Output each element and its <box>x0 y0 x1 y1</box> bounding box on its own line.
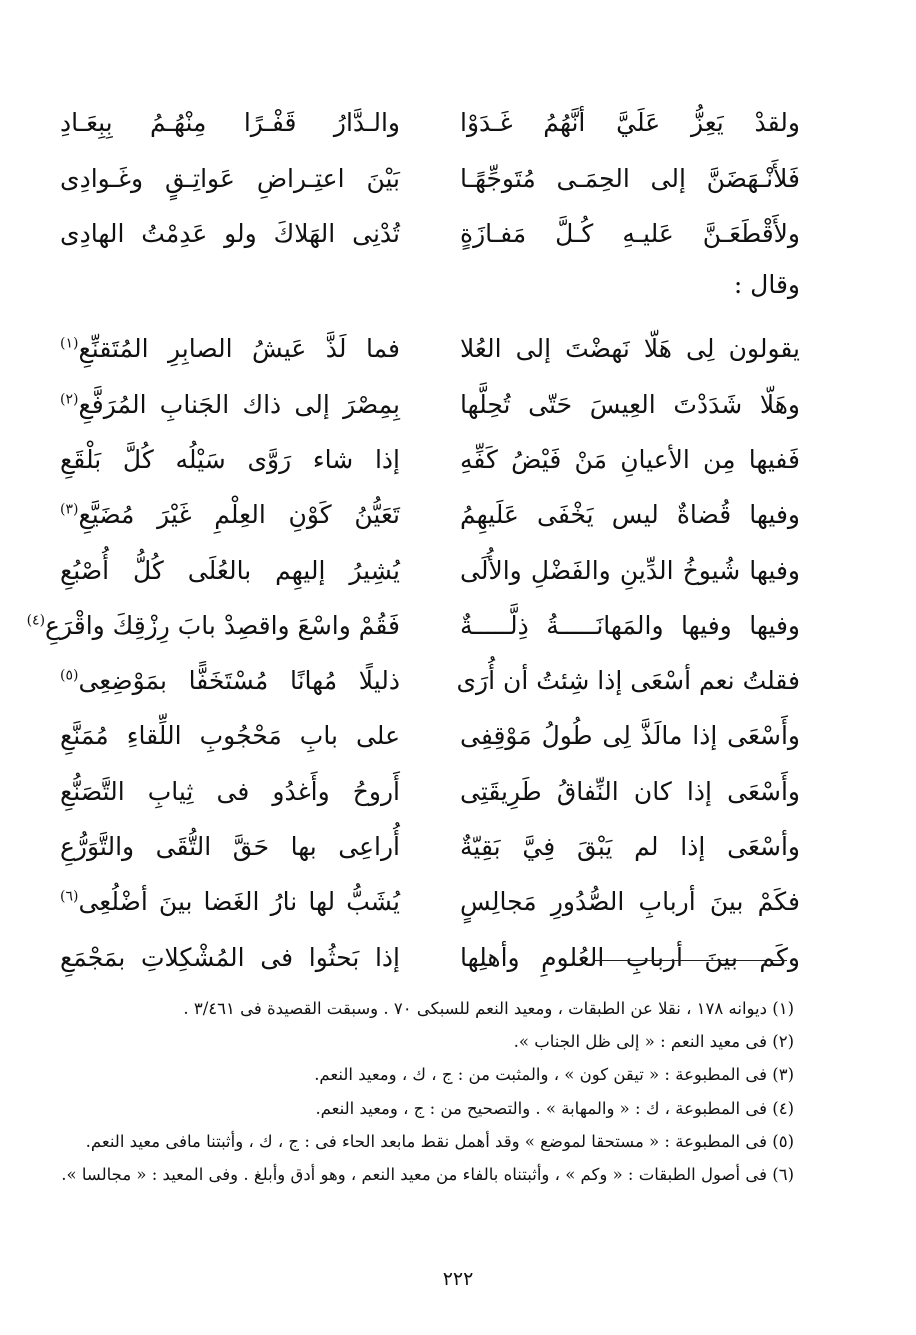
verse-second-hemistich <box>60 831 400 864</box>
verse-second-hemistich <box>60 389 400 422</box>
footnote-marker: (٥) <box>60 667 79 684</box>
verse-second-hemistich <box>60 444 400 477</box>
verse-second-hemistich <box>60 333 400 366</box>
verse-second-hemistich <box>60 720 400 753</box>
hemistich-text: فما لَذَّ عَيشُ الصابِرِ المُتَقنِّعِ <box>78 334 400 364</box>
hemistich-text: فَقُمْ واسْعَ واقصِدْ بابَ رِزْقِكَ واقْرَعِ <box>45 610 400 640</box>
verse-second-hemistich <box>60 942 400 975</box>
verse <box>60 930 800 985</box>
verse <box>60 709 800 764</box>
hemistich-text: إذا بَحثُوا فى المُشْكِلاتِ بمَجْمَعِ <box>60 942 400 972</box>
verse <box>60 875 800 930</box>
hemistich-text: بِمِصْرَ إلى ذاك الجَنابِ المُرَفَّعِ <box>78 389 400 419</box>
verse-first-hemistich: وكَم بينَ أربابِ العُلومِ وأهلِها <box>460 942 800 972</box>
hemistich-text: ذليلًا مُهانًا مُسْتَخَفًّا بمَوْضِعِى <box>78 666 400 696</box>
verse-second-hemistich: والـدَّارُ قَفْـرًا مِنْهُـمُ بِبِعَـادِ <box>60 108 400 138</box>
hemistich-text: يُشَبُّ لها نارُ الغَضا بينَ أضْلُعِى <box>78 887 400 917</box>
footnote-marker: (٤) <box>26 612 46 629</box>
footnote: (٣) فى المطبوعة : « تيقن كون » ، والمثبت من : ج ، ك ، ومعيد النعم. <box>314 1065 794 1085</box>
hemistich-text: تَعَيُّنُ كَوْنِ العِلْمِ غَيْرَ مُضَيَّعِ <box>78 500 400 530</box>
footnote: (٦) فى أصول الطبقات : « وكم » ، وأثبتناه بالفاء من معيد النعم ، وهو أدق وأبلغ . وفى المعيد : « مجالسا ». <box>61 1164 794 1184</box>
verse <box>60 377 800 432</box>
verse-first-hemistich: وأسْعَى إذا لم يَبْقَ فِيَّ بَقِيّةٌ <box>460 832 800 862</box>
hemistich-text: أُراعِى بها حَقَّ التُّقَى والتَّوَرُّعِ <box>60 832 400 862</box>
footnote-separator <box>595 960 787 961</box>
page-number: ٢٢٢ <box>442 1268 474 1290</box>
poem-first-block <box>60 96 800 262</box>
verse-second-hemistich: تُدْنِى الهَلاكَ ولو عَدِمْتُ الهادِى <box>60 218 400 248</box>
footnote: (٤) فى المطبوعة ، ك : « والمهابة » . والتصحيح من : ج ، ومعيد النعم. <box>315 1098 794 1118</box>
footnote-marker: (٣) <box>60 501 79 518</box>
footnote-marker: (١) <box>60 336 79 353</box>
footnote: (٢) فى معيد النعم : « إلى ظل الجناب ». <box>513 1032 794 1052</box>
verse-first-hemistich: وأَسْعَى إذا كان النِّفاقُ طَرِيقَتِى <box>460 776 800 806</box>
hemistich-text: على بابِ مَحْجُوبِ اللِّقاءِ مُمَنَّعِ <box>60 721 400 751</box>
verse <box>60 488 800 543</box>
verse <box>60 764 800 819</box>
verse-first-hemistich: وأَسْعَى إذا مالَذَّ لِى طُولُ مَوْقِفِى <box>460 721 800 751</box>
verse-second-hemistich <box>60 776 400 809</box>
verse-first-hemistich: فَلأَنْـهَضَنَّ إلى الحِمَـى مُتَوجِّهًـا <box>460 163 800 193</box>
verse <box>60 433 800 488</box>
verse-second-hemistich: بَيْنَ اعتِـراضِ عَواتِـقٍ وغَـوادِى <box>60 163 400 193</box>
footnote: (١) ديوانه ١٧٨ ، نقلا عن الطبقات ، ومعيد النعم للسبكى ٧٠ . وسبقت القصيدة فى ٣/٤٦١ . <box>183 999 794 1018</box>
verse <box>60 543 800 598</box>
verse-first-hemistich: ولأَقْطَعَـنَّ عَليـهِ كُـلَّ مَفـازَةٍ <box>460 218 800 248</box>
verse-first-hemistich: وفيها وفيها والمَهانَـــــةُ ذِلَّـــــةٌ <box>460 610 800 640</box>
footnote-marker: (٦) <box>60 889 79 906</box>
verse <box>26 598 800 653</box>
verse-second-hemistich <box>60 555 400 588</box>
hemistich-text: يُشِيرُ إليهِم بالعُلَى كُلُّ أُصْبُعِ <box>60 555 400 585</box>
verse-second-hemistich <box>60 886 400 919</box>
verse <box>60 96 800 151</box>
verse <box>60 820 800 875</box>
verse-first-hemistich: وفيها قُضاةٌ ليس يَخْفَى عَلَيهِمُ <box>460 500 800 530</box>
footnote-marker: (٢) <box>60 391 79 408</box>
hemistich-text: أَروحُ وأَغدُو فى ثِيابِ التَّصَنُّعِ <box>60 776 400 806</box>
poem-introduction: وقال : <box>733 270 800 299</box>
verse-first-hemistich: يقولون لِى هَلّا نَهضْتَ إلى العُلا <box>460 334 800 364</box>
hemistich-text: إذا شاء رَوَّى سَيْلُه كُلَّ بَلْقَعِ <box>60 444 400 474</box>
footnote: (٥) فى المطبوعة : « مستحقا لموضع » وقد أهمل نقط مابعد الحاء فى : ج ، ك ، وأثبتنا مافى معيد النعم. <box>85 1131 794 1151</box>
poem-second-block <box>26 322 800 986</box>
verse-first-hemistich: وفيها شُيوخُ الدِّينِ والفَضْلِ والأُلَى <box>460 555 800 585</box>
verse-second-hemistich <box>26 610 400 643</box>
verse-second-hemistich <box>60 665 400 698</box>
verse-first-hemistich: وهَلّا شَدَدْتَ العِيسَ حَتّى تُحِلَّها <box>460 389 800 419</box>
footnotes <box>61 992 794 1191</box>
verse <box>60 322 800 377</box>
verse-first-hemistich: فكَمْ بينَ أربابِ الصُّدُورِ مَجالِسٍ <box>460 887 800 917</box>
verse-first-hemistich: ولقدْ يَعِزُّ عَلَيَّ أنَّهُمُ غَـدَوْا <box>460 108 800 138</box>
verse <box>60 654 800 709</box>
verse <box>60 151 800 206</box>
verse-first-hemistich: فَفيها مِن الأعيانِ مَنْ فَيْضُ كَفِّهِ <box>460 444 800 474</box>
verse-first-hemistich: فقلتُ نعم أسْعَى إذا شِئتُ أن أُرَى <box>456 666 800 696</box>
verse-second-hemistich <box>60 499 400 532</box>
verse <box>60 207 800 262</box>
